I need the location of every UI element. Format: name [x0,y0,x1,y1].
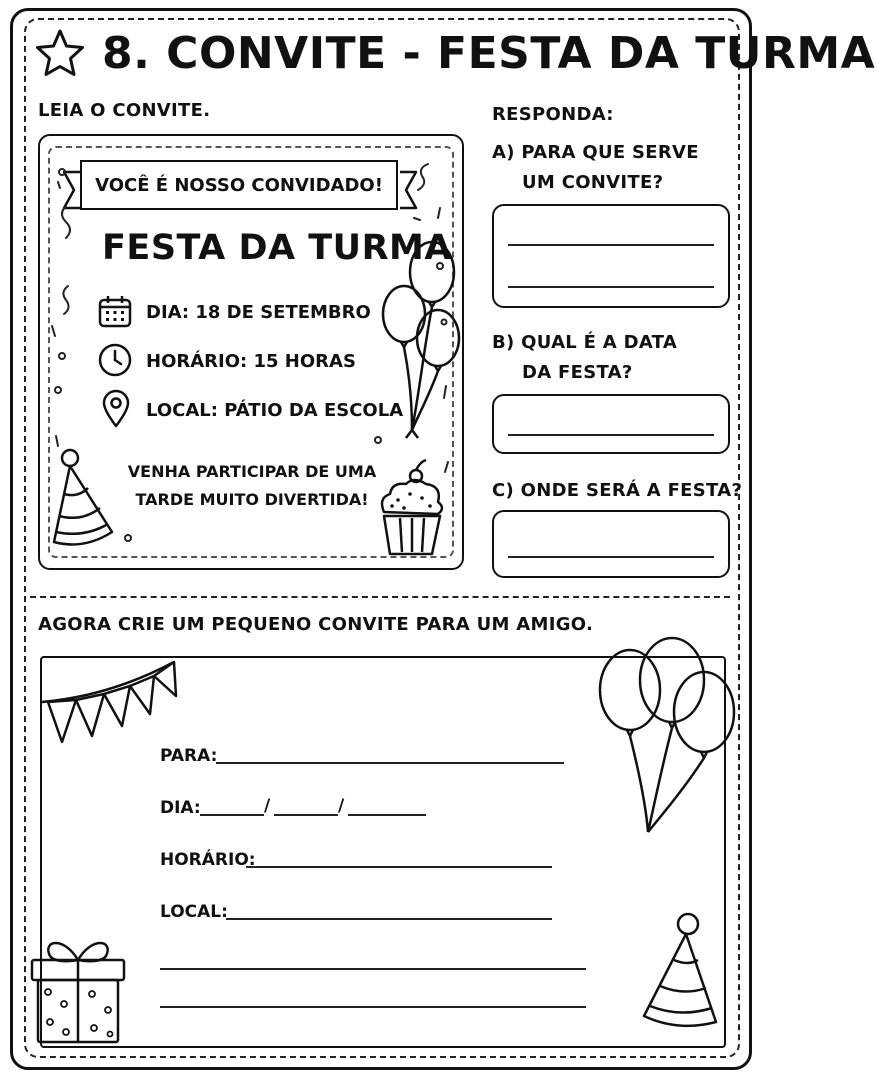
to-label: PARA: [160,746,218,766]
answer-heading: RESPONDA: [492,104,614,125]
invitation-message-line2: TARDE MUITO DIVERTIDA! [135,490,369,509]
answer-box-b[interactable] [492,394,730,454]
invitation-time: HORÁRIO: 15 HORAS [146,351,356,372]
question-b-line1: B) QUAL É A DATA [492,332,678,353]
invitation-message-line1: VENHA PARTICIPAR DE UMA [127,462,377,481]
section-divider [30,596,730,598]
answer-line [508,556,714,558]
date-separator: / [338,796,345,816]
gift-box-icon [28,930,128,1046]
page-title: 8. CONVITE - FESTA DA TURMA [102,28,875,79]
message-line[interactable] [160,1006,586,1008]
clock-icon [98,343,132,377]
balloons-large-icon [596,636,740,840]
invitation-place: LOCAL: PÁTIO DA ESCOLA [146,400,404,421]
answer-line [508,244,714,246]
date-label: DIA: [160,798,201,818]
question-c: C) ONDE SERÁ A FESTA? [492,480,743,501]
cupcake-icon [376,458,448,558]
place-input-line[interactable] [226,918,552,920]
question-a-line2: UM CONVITE? [522,172,664,193]
answer-box-a[interactable] [492,204,730,308]
event-title: FESTA DA TURMA [102,228,452,268]
party-hat-icon [50,446,116,552]
to-input-line[interactable] [216,762,564,764]
time-label: HORÁRIO: [160,850,256,870]
calendar-icon [98,295,132,329]
invitation-date: DIA: 18 DE SETEMBRO [146,302,371,323]
answer-box-c[interactable] [492,510,730,578]
question-b-line2: DA FESTA? [522,362,633,383]
message-line[interactable] [160,968,586,970]
date-year-line[interactable] [348,814,426,816]
time-input-line[interactable] [246,866,552,868]
question-a-line1: A) PARA QUE SERVE [492,142,699,163]
create-instruction: AGORA CRIE UM PEQUENO CONVITE PARA UM AMIGO. [38,614,594,635]
answer-line [508,434,714,436]
star-icon [34,28,86,78]
invitation-banner: VOCÊ É NOSSO CONVIDADO! [80,160,398,210]
date-month-line[interactable] [274,814,338,816]
read-instruction: LEIA O CONVITE. [38,100,211,121]
bunting-icon [40,656,180,746]
location-pin-icon [102,390,130,428]
invitation-message [118,458,386,514]
party-hat-icon [640,910,720,1032]
date-separator: / [264,796,271,816]
answer-line [508,286,714,288]
place-label: LOCAL: [160,902,228,922]
date-day-line[interactable] [200,814,264,816]
balloons-illustration [376,238,466,444]
